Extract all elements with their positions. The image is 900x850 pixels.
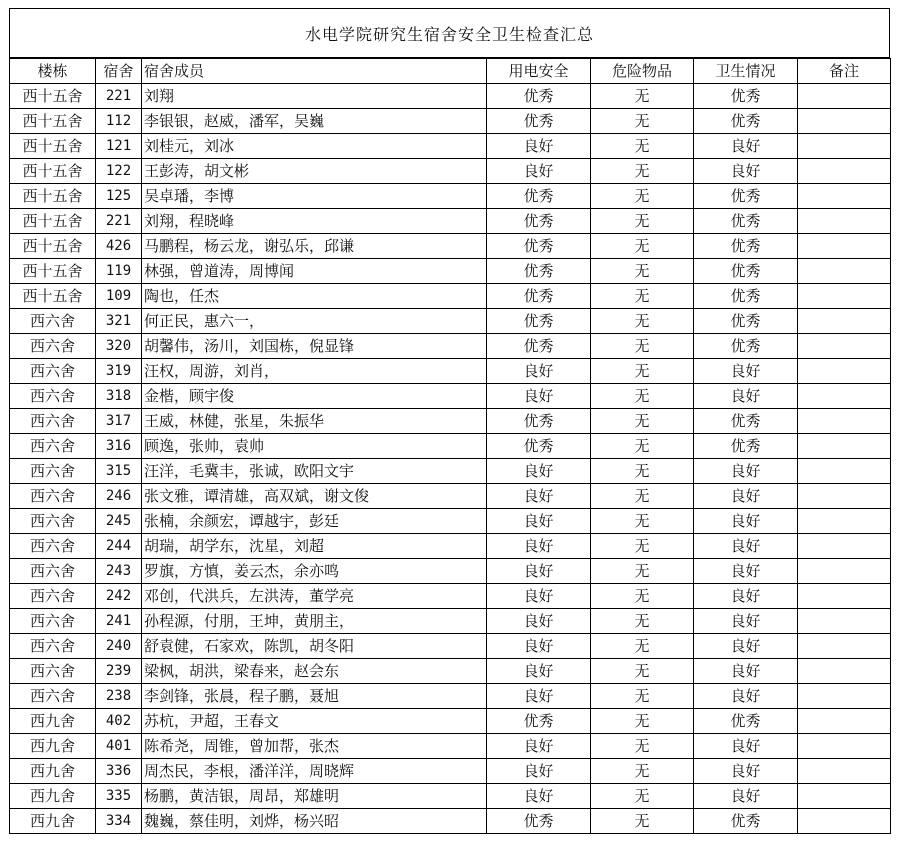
cell-members: 孙程源，付朋，王坤，黄朋主， bbox=[142, 609, 487, 634]
cell-building: 西九舍 bbox=[10, 809, 96, 834]
table-row bbox=[10, 484, 891, 509]
cell-remarks bbox=[798, 684, 891, 709]
cell-dangerous-items: 无 bbox=[591, 534, 694, 559]
cell-electric-safety: 良好 bbox=[487, 784, 591, 809]
cell-remarks bbox=[798, 159, 891, 184]
table-row bbox=[10, 609, 891, 634]
cell-dangerous-items: 无 bbox=[591, 509, 694, 534]
cell-hygiene: 优秀 bbox=[694, 259, 798, 284]
table-body bbox=[10, 84, 891, 834]
cell-hygiene: 优秀 bbox=[694, 234, 798, 259]
table-row bbox=[10, 534, 891, 559]
cell-building: 西六舍 bbox=[10, 684, 96, 709]
cell-remarks bbox=[798, 434, 891, 459]
cell-room: 426 bbox=[96, 234, 142, 259]
cell-members: 何正民，惠六一， bbox=[142, 309, 487, 334]
cell-members: 王彭涛，胡文彬 bbox=[142, 159, 487, 184]
cell-dangerous-items: 无 bbox=[591, 684, 694, 709]
cell-dangerous-items: 无 bbox=[591, 784, 694, 809]
cell-dangerous-items: 无 bbox=[591, 284, 694, 309]
table-row bbox=[10, 234, 891, 259]
table-row bbox=[10, 559, 891, 584]
cell-hygiene: 优秀 bbox=[694, 84, 798, 109]
cell-members: 魏巍，蔡佳明，刘烨，杨兴昭 bbox=[142, 809, 487, 834]
cell-hygiene: 良好 bbox=[694, 384, 798, 409]
cell-room: 316 bbox=[96, 434, 142, 459]
table-row bbox=[10, 434, 891, 459]
cell-building: 西十五舍 bbox=[10, 159, 96, 184]
cell-hygiene: 良好 bbox=[694, 459, 798, 484]
cell-building: 西六舍 bbox=[10, 434, 96, 459]
cell-hygiene: 优秀 bbox=[694, 284, 798, 309]
cell-building: 西六舍 bbox=[10, 634, 96, 659]
cell-electric-safety: 良好 bbox=[487, 634, 591, 659]
cell-remarks bbox=[798, 809, 891, 834]
cell-remarks bbox=[798, 534, 891, 559]
cell-electric-safety: 良好 bbox=[487, 559, 591, 584]
cell-hygiene: 良好 bbox=[694, 609, 798, 634]
cell-members: 杨鹏，黄洁银，周昂，郑雄明 bbox=[142, 784, 487, 809]
cell-remarks bbox=[798, 509, 891, 534]
table-row bbox=[10, 634, 891, 659]
cell-electric-safety: 良好 bbox=[487, 609, 591, 634]
table-row bbox=[10, 409, 891, 434]
cell-hygiene: 良好 bbox=[694, 734, 798, 759]
cell-room: 335 bbox=[96, 784, 142, 809]
cell-room: 240 bbox=[96, 634, 142, 659]
cell-members: 金楷，顾宇俊 bbox=[142, 384, 487, 409]
cell-members: 张文雅，谭清雄，高双斌，谢文俊 bbox=[142, 484, 487, 509]
cell-building: 西六舍 bbox=[10, 559, 96, 584]
cell-hygiene: 良好 bbox=[694, 534, 798, 559]
cell-room: 402 bbox=[96, 709, 142, 734]
table-row bbox=[10, 334, 891, 359]
cell-electric-safety: 良好 bbox=[487, 134, 591, 159]
cell-remarks bbox=[798, 459, 891, 484]
cell-building: 西九舍 bbox=[10, 709, 96, 734]
cell-hygiene: 良好 bbox=[694, 584, 798, 609]
cell-remarks bbox=[798, 259, 891, 284]
cell-electric-safety: 优秀 bbox=[487, 409, 591, 434]
header-building: 楼栋 bbox=[10, 59, 96, 84]
cell-electric-safety: 优秀 bbox=[487, 334, 591, 359]
cell-electric-safety: 良好 bbox=[487, 359, 591, 384]
cell-room: 242 bbox=[96, 584, 142, 609]
cell-building: 西六舍 bbox=[10, 484, 96, 509]
cell-remarks bbox=[798, 409, 891, 434]
cell-room: 246 bbox=[96, 484, 142, 509]
cell-dangerous-items: 无 bbox=[591, 109, 694, 134]
inspection-table bbox=[9, 58, 891, 834]
cell-dangerous-items: 无 bbox=[591, 809, 694, 834]
table-row bbox=[10, 259, 891, 284]
cell-room: 125 bbox=[96, 184, 142, 209]
cell-remarks bbox=[798, 784, 891, 809]
cell-members: 刘翔 bbox=[142, 84, 487, 109]
cell-dangerous-items: 无 bbox=[591, 584, 694, 609]
cell-dangerous-items: 无 bbox=[591, 659, 694, 684]
cell-remarks bbox=[798, 759, 891, 784]
cell-dangerous-items: 无 bbox=[591, 384, 694, 409]
header-row bbox=[10, 59, 891, 84]
table-row bbox=[10, 359, 891, 384]
cell-members: 邓创，代洪兵，左洪涛，董学亮 bbox=[142, 584, 487, 609]
cell-building: 西六舍 bbox=[10, 659, 96, 684]
cell-remarks bbox=[798, 709, 891, 734]
cell-hygiene: 良好 bbox=[694, 359, 798, 384]
cell-building: 西六舍 bbox=[10, 384, 96, 409]
cell-building: 西十五舍 bbox=[10, 134, 96, 159]
cell-hygiene: 优秀 bbox=[694, 184, 798, 209]
cell-hygiene: 优秀 bbox=[694, 309, 798, 334]
cell-room: 112 bbox=[96, 109, 142, 134]
cell-building: 西十五舍 bbox=[10, 284, 96, 309]
cell-members: 林强，曾道涛，周博闻 bbox=[142, 259, 487, 284]
cell-building: 西六舍 bbox=[10, 309, 96, 334]
cell-remarks bbox=[798, 84, 891, 109]
cell-members: 舒袁健，石家欢，陈凯，胡冬阳 bbox=[142, 634, 487, 659]
table-row bbox=[10, 784, 891, 809]
cell-remarks bbox=[798, 234, 891, 259]
cell-hygiene: 优秀 bbox=[694, 809, 798, 834]
cell-dangerous-items: 无 bbox=[591, 159, 694, 184]
cell-remarks bbox=[798, 309, 891, 334]
cell-hygiene: 良好 bbox=[694, 759, 798, 784]
cell-remarks bbox=[798, 209, 891, 234]
cell-electric-safety: 优秀 bbox=[487, 259, 591, 284]
cell-members: 吴卓璠，李博 bbox=[142, 184, 487, 209]
cell-members: 胡瑞，胡学东，沈星，刘超 bbox=[142, 534, 487, 559]
cell-dangerous-items: 无 bbox=[591, 759, 694, 784]
cell-dangerous-items: 无 bbox=[591, 359, 694, 384]
cell-electric-safety: 优秀 bbox=[487, 309, 591, 334]
cell-room: 122 bbox=[96, 159, 142, 184]
cell-remarks bbox=[798, 584, 891, 609]
cell-room: 320 bbox=[96, 334, 142, 359]
table-row bbox=[10, 184, 891, 209]
cell-dangerous-items: 无 bbox=[591, 634, 694, 659]
cell-electric-safety: 优秀 bbox=[487, 84, 591, 109]
cell-electric-safety: 良好 bbox=[487, 484, 591, 509]
table-row bbox=[10, 159, 891, 184]
cell-hygiene: 优秀 bbox=[694, 109, 798, 134]
cell-members: 胡馨伟，汤川，刘国栋，倪显锋 bbox=[142, 334, 487, 359]
cell-building: 西九舍 bbox=[10, 759, 96, 784]
cell-room: 119 bbox=[96, 259, 142, 284]
cell-dangerous-items: 无 bbox=[591, 309, 694, 334]
cell-room: 109 bbox=[96, 284, 142, 309]
cell-remarks bbox=[798, 609, 891, 634]
cell-dangerous-items: 无 bbox=[591, 734, 694, 759]
cell-dangerous-items: 无 bbox=[591, 559, 694, 584]
header-dangerous-items: 危险物品 bbox=[591, 59, 694, 84]
sheet-title: 水电学院研究生宿舍安全卫生检查汇总 bbox=[9, 8, 890, 58]
cell-members: 刘翔，程晓峰 bbox=[142, 209, 487, 234]
cell-electric-safety: 良好 bbox=[487, 509, 591, 534]
header-room: 宿舍 bbox=[96, 59, 142, 84]
cell-room: 315 bbox=[96, 459, 142, 484]
table-row bbox=[10, 84, 891, 109]
cell-electric-safety: 良好 bbox=[487, 584, 591, 609]
cell-hygiene: 优秀 bbox=[694, 409, 798, 434]
table-row bbox=[10, 284, 891, 309]
cell-electric-safety: 优秀 bbox=[487, 109, 591, 134]
cell-building: 西九舍 bbox=[10, 734, 96, 759]
cell-remarks bbox=[798, 384, 891, 409]
cell-remarks bbox=[798, 184, 891, 209]
cell-electric-safety: 优秀 bbox=[487, 809, 591, 834]
cell-dangerous-items: 无 bbox=[591, 609, 694, 634]
cell-hygiene: 良好 bbox=[694, 134, 798, 159]
cell-room: 321 bbox=[96, 309, 142, 334]
cell-hygiene: 良好 bbox=[694, 559, 798, 584]
table-row bbox=[10, 509, 891, 534]
cell-room: 238 bbox=[96, 684, 142, 709]
cell-remarks bbox=[798, 559, 891, 584]
cell-building: 西六舍 bbox=[10, 459, 96, 484]
cell-dangerous-items: 无 bbox=[591, 434, 694, 459]
table-row bbox=[10, 684, 891, 709]
cell-members: 陈希尧，周锥，曾加帮，张杰 bbox=[142, 734, 487, 759]
cell-dangerous-items: 无 bbox=[591, 184, 694, 209]
cell-building: 西九舍 bbox=[10, 784, 96, 809]
cell-hygiene: 良好 bbox=[694, 659, 798, 684]
cell-members: 王威，林健，张星，朱振华 bbox=[142, 409, 487, 434]
cell-electric-safety: 良好 bbox=[487, 734, 591, 759]
cell-building: 西六舍 bbox=[10, 609, 96, 634]
cell-remarks bbox=[798, 634, 891, 659]
cell-electric-safety: 良好 bbox=[487, 159, 591, 184]
cell-building: 西十五舍 bbox=[10, 209, 96, 234]
cell-hygiene: 良好 bbox=[694, 784, 798, 809]
table-row bbox=[10, 759, 891, 784]
cell-building: 西六舍 bbox=[10, 509, 96, 534]
cell-room: 243 bbox=[96, 559, 142, 584]
spreadsheet bbox=[9, 8, 890, 834]
cell-hygiene: 优秀 bbox=[694, 334, 798, 359]
cell-members: 顾逸，张帅，袁帅 bbox=[142, 434, 487, 459]
cell-building: 西六舍 bbox=[10, 584, 96, 609]
cell-dangerous-items: 无 bbox=[591, 84, 694, 109]
cell-electric-safety: 良好 bbox=[487, 534, 591, 559]
cell-remarks bbox=[798, 109, 891, 134]
header-electric-safety: 用电安全 bbox=[487, 59, 591, 84]
cell-members: 苏杭，尹超，王春文 bbox=[142, 709, 487, 734]
cell-dangerous-items: 无 bbox=[591, 459, 694, 484]
cell-building: 西六舍 bbox=[10, 534, 96, 559]
cell-room: 121 bbox=[96, 134, 142, 159]
cell-remarks bbox=[798, 284, 891, 309]
table-row bbox=[10, 134, 891, 159]
cell-electric-safety: 优秀 bbox=[487, 709, 591, 734]
cell-dangerous-items: 无 bbox=[591, 134, 694, 159]
cell-building: 西十五舍 bbox=[10, 234, 96, 259]
cell-room: 317 bbox=[96, 409, 142, 434]
cell-building: 西六舍 bbox=[10, 409, 96, 434]
cell-hygiene: 优秀 bbox=[694, 434, 798, 459]
cell-dangerous-items: 无 bbox=[591, 209, 694, 234]
cell-members: 刘桂元，刘冰 bbox=[142, 134, 487, 159]
cell-members: 汪权，周游，刘肖， bbox=[142, 359, 487, 384]
cell-room: 245 bbox=[96, 509, 142, 534]
cell-members: 张楠，余颜宏，谭越宇，彭廷 bbox=[142, 509, 487, 534]
cell-room: 318 bbox=[96, 384, 142, 409]
header-members: 宿舍成员 bbox=[142, 59, 487, 84]
cell-remarks bbox=[798, 659, 891, 684]
table-row bbox=[10, 734, 891, 759]
cell-room: 244 bbox=[96, 534, 142, 559]
table-row bbox=[10, 659, 891, 684]
cell-electric-safety: 良好 bbox=[487, 459, 591, 484]
cell-building: 西十五舍 bbox=[10, 109, 96, 134]
table-row bbox=[10, 309, 891, 334]
cell-dangerous-items: 无 bbox=[591, 334, 694, 359]
cell-remarks bbox=[798, 134, 891, 159]
cell-room: 221 bbox=[96, 84, 142, 109]
cell-electric-safety: 优秀 bbox=[487, 234, 591, 259]
cell-dangerous-items: 无 bbox=[591, 234, 694, 259]
cell-electric-safety: 良好 bbox=[487, 759, 591, 784]
table-row bbox=[10, 709, 891, 734]
cell-members: 李剑锋，张晨，程子鹏，聂旭 bbox=[142, 684, 487, 709]
cell-hygiene: 优秀 bbox=[694, 709, 798, 734]
cell-room: 334 bbox=[96, 809, 142, 834]
cell-hygiene: 良好 bbox=[694, 634, 798, 659]
cell-remarks bbox=[798, 484, 891, 509]
cell-building: 西十五舍 bbox=[10, 259, 96, 284]
table-row bbox=[10, 459, 891, 484]
cell-building: 西十五舍 bbox=[10, 184, 96, 209]
cell-dangerous-items: 无 bbox=[591, 484, 694, 509]
cell-electric-safety: 优秀 bbox=[487, 184, 591, 209]
cell-members: 陶也，任杰 bbox=[142, 284, 487, 309]
cell-electric-safety: 良好 bbox=[487, 384, 591, 409]
table-row bbox=[10, 109, 891, 134]
cell-dangerous-items: 无 bbox=[591, 409, 694, 434]
table-row bbox=[10, 209, 891, 234]
cell-members: 罗旗，方慎，姜云杰，余亦鸣 bbox=[142, 559, 487, 584]
cell-building: 西六舍 bbox=[10, 359, 96, 384]
cell-members: 李银银，赵威，潘军，吴巍 bbox=[142, 109, 487, 134]
cell-building: 西十五舍 bbox=[10, 84, 96, 109]
cell-room: 241 bbox=[96, 609, 142, 634]
cell-hygiene: 优秀 bbox=[694, 209, 798, 234]
cell-electric-safety: 优秀 bbox=[487, 209, 591, 234]
cell-members: 周杰民，李根，潘洋洋，周晓辉 bbox=[142, 759, 487, 784]
cell-remarks bbox=[798, 334, 891, 359]
cell-dangerous-items: 无 bbox=[591, 709, 694, 734]
cell-room: 221 bbox=[96, 209, 142, 234]
cell-room: 336 bbox=[96, 759, 142, 784]
cell-remarks bbox=[798, 359, 891, 384]
cell-room: 319 bbox=[96, 359, 142, 384]
table-row bbox=[10, 384, 891, 409]
cell-electric-safety: 优秀 bbox=[487, 434, 591, 459]
cell-dangerous-items: 无 bbox=[591, 259, 694, 284]
header-remarks: 备注 bbox=[798, 59, 891, 84]
cell-electric-safety: 良好 bbox=[487, 659, 591, 684]
cell-room: 401 bbox=[96, 734, 142, 759]
header-hygiene: 卫生情况 bbox=[694, 59, 798, 84]
cell-building: 西六舍 bbox=[10, 334, 96, 359]
cell-room: 239 bbox=[96, 659, 142, 684]
cell-hygiene: 良好 bbox=[694, 484, 798, 509]
cell-electric-safety: 良好 bbox=[487, 684, 591, 709]
cell-electric-safety: 优秀 bbox=[487, 284, 591, 309]
table-row bbox=[10, 809, 891, 834]
cell-members: 马鹏程，杨云龙，谢弘乐，邱谦 bbox=[142, 234, 487, 259]
table-row bbox=[10, 584, 891, 609]
cell-hygiene: 良好 bbox=[694, 509, 798, 534]
cell-remarks bbox=[798, 734, 891, 759]
cell-members: 梁枫，胡洪，梁春来，赵会东 bbox=[142, 659, 487, 684]
cell-hygiene: 良好 bbox=[694, 159, 798, 184]
cell-members: 汪洋，毛冀丰，张诚，欧阳文宇 bbox=[142, 459, 487, 484]
cell-hygiene: 良好 bbox=[694, 684, 798, 709]
